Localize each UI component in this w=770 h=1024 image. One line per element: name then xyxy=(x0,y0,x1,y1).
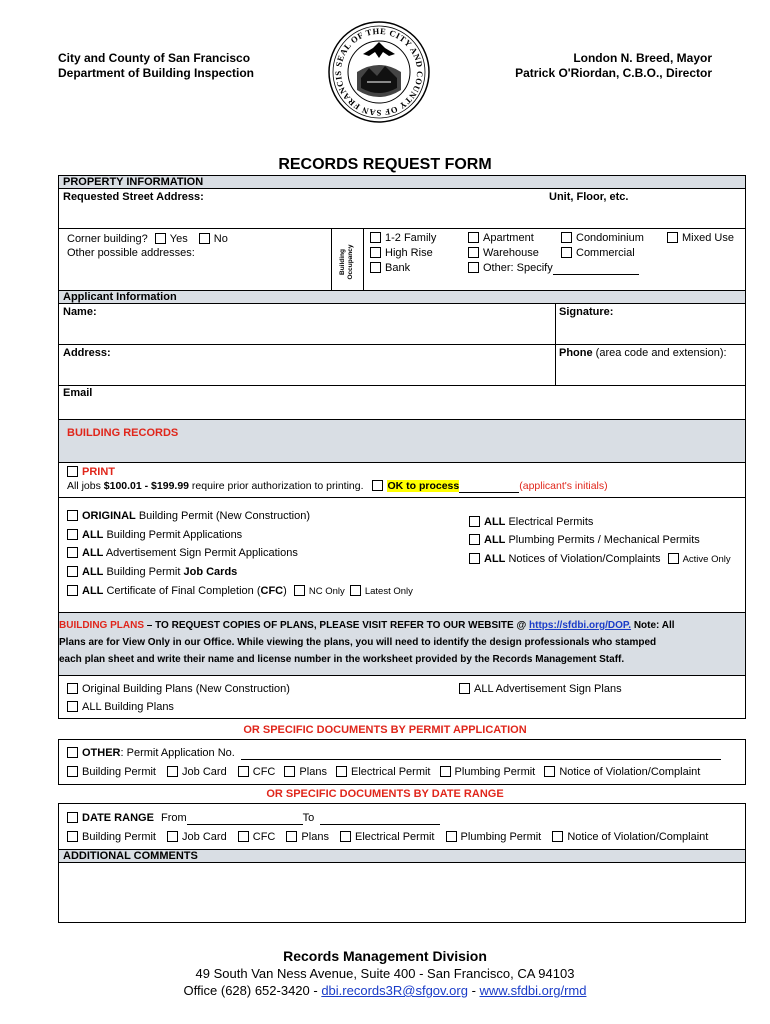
occ-warehouse-label: Warehouse xyxy=(483,247,539,259)
address-label: Address: xyxy=(63,347,111,359)
occ-other-label: Other: Specify xyxy=(483,262,553,274)
all-cfc-checkbox[interactable] xyxy=(67,585,78,596)
all-plumbing-option[interactable] xyxy=(469,533,700,547)
all-job-cards-option[interactable] xyxy=(67,565,237,579)
footer-office: Office (628) 652-3420 - xyxy=(183,983,322,998)
email-label: Email xyxy=(63,387,93,399)
date-plumbing-checkbox[interactable] xyxy=(446,831,457,842)
cfc-close: ) xyxy=(283,585,287,597)
occ-other-field[interactable] xyxy=(553,263,639,275)
other-label-rest: : Permit Application No. xyxy=(120,747,235,759)
occ-apartment-label: Apartment xyxy=(483,232,534,244)
all-sign-plans-option[interactable] xyxy=(459,682,622,696)
cfc-abbr: CFC xyxy=(260,585,284,597)
occ-condo-checkbox[interactable] xyxy=(561,232,572,243)
permit-building-label: Building Permit xyxy=(82,766,156,778)
permit-electrical-checkbox[interactable] xyxy=(336,766,347,777)
date-electrical-label: Electrical Permit xyxy=(355,831,435,843)
occ-condo-label: Condominium xyxy=(576,232,644,244)
original-permit-bold: ORIGINAL xyxy=(82,510,136,522)
date-building-checkbox[interactable] xyxy=(67,831,78,842)
property-section xyxy=(58,175,746,291)
building-records-header xyxy=(59,420,745,463)
corner-building-row xyxy=(67,232,228,246)
all-violations-bold: ALL xyxy=(484,553,506,565)
footer-address: 49 South Van Ness Avenue, Suite 400 - San Francisco, CA 94103 xyxy=(195,966,575,981)
footer-sep: - xyxy=(467,983,480,998)
all-electrical-option[interactable] xyxy=(469,515,593,529)
all-plumbing-bold: ALL xyxy=(484,534,506,546)
date-cfc-checkbox[interactable] xyxy=(238,831,249,842)
building-plans-section xyxy=(58,612,746,719)
all-violations-text: Notices of Violation/Complaints xyxy=(505,553,661,565)
date-plans-checkbox[interactable] xyxy=(286,831,297,842)
department-name: Department of Building Inspection xyxy=(58,66,255,80)
other-checkbox[interactable] xyxy=(67,747,78,758)
all-plumbing-text: Plumbing Permits / Mechanical Permits xyxy=(505,534,700,546)
original-plans-label: Original Building Plans (New Construction) xyxy=(82,683,290,695)
initials-label: (applicant's initials) xyxy=(519,480,608,492)
other-label-bold: OTHER xyxy=(82,747,121,759)
permit-jobcard-checkbox[interactable] xyxy=(167,766,178,777)
phone-label-rest: (area code and extension): xyxy=(592,347,727,359)
date-violation-checkbox[interactable] xyxy=(552,831,563,842)
permit-cfc-label: CFC xyxy=(252,766,276,778)
all-building-plans-checkbox[interactable] xyxy=(67,701,78,712)
date-doc-types-row xyxy=(67,830,708,844)
date-cfc-label: CFC xyxy=(252,831,276,843)
all-permit-apps-text: Building Permit Applications xyxy=(103,529,243,541)
name-label: Name: xyxy=(63,306,97,318)
footer-email-link[interactable]: dbi.records3R@sfgov.org xyxy=(321,983,468,998)
occ-commercial-option[interactable] xyxy=(561,246,635,260)
date-from-label: From xyxy=(160,812,187,824)
comments-field[interactable] xyxy=(59,864,745,922)
occ-bank-option[interactable] xyxy=(370,261,410,275)
permit-violation-checkbox[interactable] xyxy=(544,766,555,777)
occ-warehouse-checkbox[interactable] xyxy=(468,247,479,258)
comments-header xyxy=(59,849,745,863)
by-permit-section xyxy=(58,739,746,785)
occ-apartment-option[interactable] xyxy=(468,231,534,245)
all-electrical-text: Electrical Permits xyxy=(505,516,594,528)
corner-yes-checkbox[interactable] xyxy=(155,233,166,244)
signature-label: Signature: xyxy=(559,306,614,318)
plans-url-link[interactable]: https://sfdbi.org/DOP. xyxy=(529,620,632,631)
occ-mixed-label: Mixed Use xyxy=(682,232,734,244)
corner-no-label: No xyxy=(213,233,228,245)
director-name: Patrick O'Riordan, C.B.O., Director xyxy=(515,66,712,80)
all-violations-checkbox[interactable] xyxy=(469,553,480,564)
all-sign-plans-checkbox[interactable] xyxy=(459,683,470,694)
phone-label xyxy=(559,347,727,360)
all-violations-option[interactable] xyxy=(469,552,731,567)
date-from-field[interactable] xyxy=(187,813,303,825)
plans-line3: each plan sheet and write their name and license number in the worksheet provided by the Records Management Staff. xyxy=(59,654,625,665)
jobs-range: $100.01 - $199.99 xyxy=(103,480,190,492)
occ-apartment-checkbox[interactable] xyxy=(468,232,479,243)
date-plans-label: Plans xyxy=(301,831,329,843)
all-sign-apps-bold: ALL xyxy=(82,547,104,559)
officials-header-right xyxy=(515,51,712,81)
by-date-heading: OR SPECIFIC DOCUMENTS BY DATE RANGE xyxy=(266,788,504,800)
occ-condo-option[interactable] xyxy=(561,231,644,245)
latest-only-checkbox[interactable] xyxy=(350,585,361,596)
original-permit-checkbox[interactable] xyxy=(67,510,78,521)
all-sign-apps-text: Advertisement Sign Permit Applications xyxy=(103,547,298,559)
plans-heading: BUILDING PLANS xyxy=(59,620,144,631)
form-title: RECORDS REQUEST FORM xyxy=(278,156,492,173)
date-plumbing-label: Plumbing Permit xyxy=(460,831,542,843)
occ-warehouse-option[interactable] xyxy=(468,246,539,260)
occ-mixed-checkbox[interactable] xyxy=(667,232,678,243)
date-range-label: DATE RANGE xyxy=(82,812,154,824)
nc-only-checkbox[interactable] xyxy=(294,585,305,596)
permit-plumbing-label: Plumbing Permit xyxy=(454,766,536,778)
date-building-label: Building Permit xyxy=(82,831,156,843)
all-job-cards-bold: ALL xyxy=(82,566,104,578)
all-electrical-bold: ALL xyxy=(484,516,506,528)
all-cfc-bold: ALL xyxy=(82,585,104,597)
applicant-section xyxy=(58,290,746,420)
permit-doc-types-row xyxy=(67,765,700,779)
date-range-checkbox[interactable] xyxy=(67,812,78,823)
original-plans-option[interactable] xyxy=(67,682,290,696)
permit-violation-label: Notice of Violation/Complaint xyxy=(559,766,701,778)
active-only-checkbox[interactable] xyxy=(668,553,679,564)
occ-family-option[interactable] xyxy=(370,231,436,245)
svg-text:SEAL OF THE CITY AND COUNTY OF: SEAL OF THE CITY AND COUNTY OF SAN FRANCIS xyxy=(332,25,426,119)
permit-plans-checkbox[interactable] xyxy=(284,766,295,777)
footer xyxy=(0,947,770,999)
footer-web-link[interactable]: www.sfdbi.org/rmd xyxy=(479,983,587,998)
street-address-label: Requested Street Address: xyxy=(63,191,204,203)
permit-number-field[interactable] xyxy=(241,759,721,760)
jobs-suffix: require prior authorization to printing. xyxy=(189,480,364,492)
ok-to-process-label: OK to process xyxy=(387,480,460,492)
all-job-cards-checkbox[interactable] xyxy=(67,566,78,577)
unit-floor-label: Unit, Floor, etc. xyxy=(549,191,629,203)
occ-commercial-checkbox[interactable] xyxy=(561,247,572,258)
other-addresses-label: Other possible addresses: xyxy=(67,247,195,259)
plans-text2: Note: All xyxy=(631,620,675,631)
occ-family-label: 1-2 Family xyxy=(385,232,437,244)
permit-jobcard-label: Job Card xyxy=(182,766,227,778)
mayor-name: London N. Breed, Mayor xyxy=(573,51,712,65)
latest-only-label: Latest Only xyxy=(364,586,413,597)
print-checkbox[interactable] xyxy=(67,466,78,477)
all-permit-apps-option[interactable] xyxy=(67,528,242,542)
all-permit-apps-checkbox[interactable] xyxy=(67,529,78,540)
all-permit-apps-bold: ALL xyxy=(82,529,104,541)
plans-text1: – TO REQUEST COPIES OF PLANS, PLEASE VISIT REFER TO OUR WEBSITE @ xyxy=(144,620,529,631)
all-sign-apps-option[interactable] xyxy=(67,546,298,560)
initials-field[interactable] xyxy=(459,481,519,493)
ok-to-process-checkbox[interactable] xyxy=(372,480,383,491)
building-plans-notice xyxy=(59,617,675,668)
plans-line2: Plans are for View Only in our Office. While viewing the plans, you will need to identify the design professionals who stamped xyxy=(59,637,657,648)
corner-yes-label: Yes xyxy=(169,233,188,245)
all-cfc-text: Certificate of Final Completion ( xyxy=(103,585,261,597)
all-building-plans-label: ALL Building Plans xyxy=(82,701,174,713)
occ-family-checkbox[interactable] xyxy=(370,232,381,243)
occ-mixed-option[interactable] xyxy=(667,231,734,245)
occ-bank-checkbox[interactable] xyxy=(370,262,381,273)
permit-cfc-checkbox[interactable] xyxy=(238,766,249,777)
print-label: PRINT xyxy=(82,466,115,478)
occ-other-option[interactable] xyxy=(468,261,639,275)
date-to-label: To xyxy=(302,812,315,824)
date-violation-label: Notice of Violation/Complaint xyxy=(567,831,709,843)
original-permit-option[interactable] xyxy=(67,509,310,523)
occ-highrise-option[interactable] xyxy=(370,246,433,260)
corner-building-label: Corner building? xyxy=(67,233,148,245)
permit-building-checkbox[interactable] xyxy=(67,766,78,777)
nc-only-label: NC Only xyxy=(308,586,345,597)
date-to-field[interactable] xyxy=(320,813,440,825)
property-section-header xyxy=(59,176,745,189)
all-electrical-checkbox[interactable] xyxy=(469,516,480,527)
active-only-label: Active Only xyxy=(682,554,731,565)
occ-highrise-label: High Rise xyxy=(385,247,433,259)
jobs-prefix: All jobs xyxy=(67,480,104,492)
phone-label-bold: Phone xyxy=(559,347,593,359)
applicant-section-title: Applicant Information xyxy=(63,291,177,303)
original-plans-checkbox[interactable] xyxy=(67,683,78,694)
building-records-section xyxy=(58,419,746,613)
permit-electrical-label: Electrical Permit xyxy=(351,766,431,778)
city-name: City and County of San Francisco xyxy=(58,51,251,65)
all-job-cards-bold2: Job Cards xyxy=(183,566,238,578)
print-option[interactable] xyxy=(67,465,115,479)
occ-highrise-checkbox[interactable] xyxy=(370,247,381,258)
city-seal-logo xyxy=(327,20,431,124)
permit-plumbing-checkbox[interactable] xyxy=(440,766,451,777)
building-records-title: BUILDING RECORDS xyxy=(67,427,179,439)
all-job-cards-text: Building Permit xyxy=(103,566,184,578)
occ-other-checkbox[interactable] xyxy=(468,262,479,273)
all-building-plans-option[interactable] xyxy=(67,700,174,714)
dept-header-left xyxy=(58,51,254,81)
footer-division: Records Management Division xyxy=(283,948,487,964)
corner-no-checkbox[interactable] xyxy=(199,233,210,244)
by-date-section xyxy=(58,803,746,923)
property-section-title: PROPERTY INFORMATION xyxy=(63,176,204,188)
original-permit-text: Building Permit (New Construction) xyxy=(135,510,311,522)
permit-plans-label: Plans xyxy=(299,766,327,778)
all-plumbing-checkbox[interactable] xyxy=(469,534,480,545)
date-jobcard-checkbox[interactable] xyxy=(167,831,178,842)
occ-bank-label: Bank xyxy=(385,262,411,274)
date-jobcard-label: Job Card xyxy=(182,831,227,843)
date-electrical-checkbox[interactable] xyxy=(340,831,351,842)
applicant-section-header xyxy=(59,291,745,304)
other-permit-row xyxy=(67,746,235,760)
comments-title: ADDITIONAL COMMENTS xyxy=(63,850,198,862)
building-occupancy-label: Building Occupancy xyxy=(339,244,354,280)
print-authorization-row xyxy=(67,479,608,493)
occ-commercial-label: Commercial xyxy=(576,247,635,259)
footer-contact xyxy=(0,982,770,999)
all-sign-apps-checkbox[interactable] xyxy=(67,547,78,558)
by-permit-heading: OR SPECIFIC DOCUMENTS BY PERMIT APPLICATION xyxy=(243,724,527,736)
building-plans-header xyxy=(59,613,745,676)
all-sign-plans-label: ALL Advertisement Sign Plans xyxy=(474,683,622,695)
date-range-row xyxy=(67,811,440,825)
all-cfc-option[interactable] xyxy=(67,584,413,599)
